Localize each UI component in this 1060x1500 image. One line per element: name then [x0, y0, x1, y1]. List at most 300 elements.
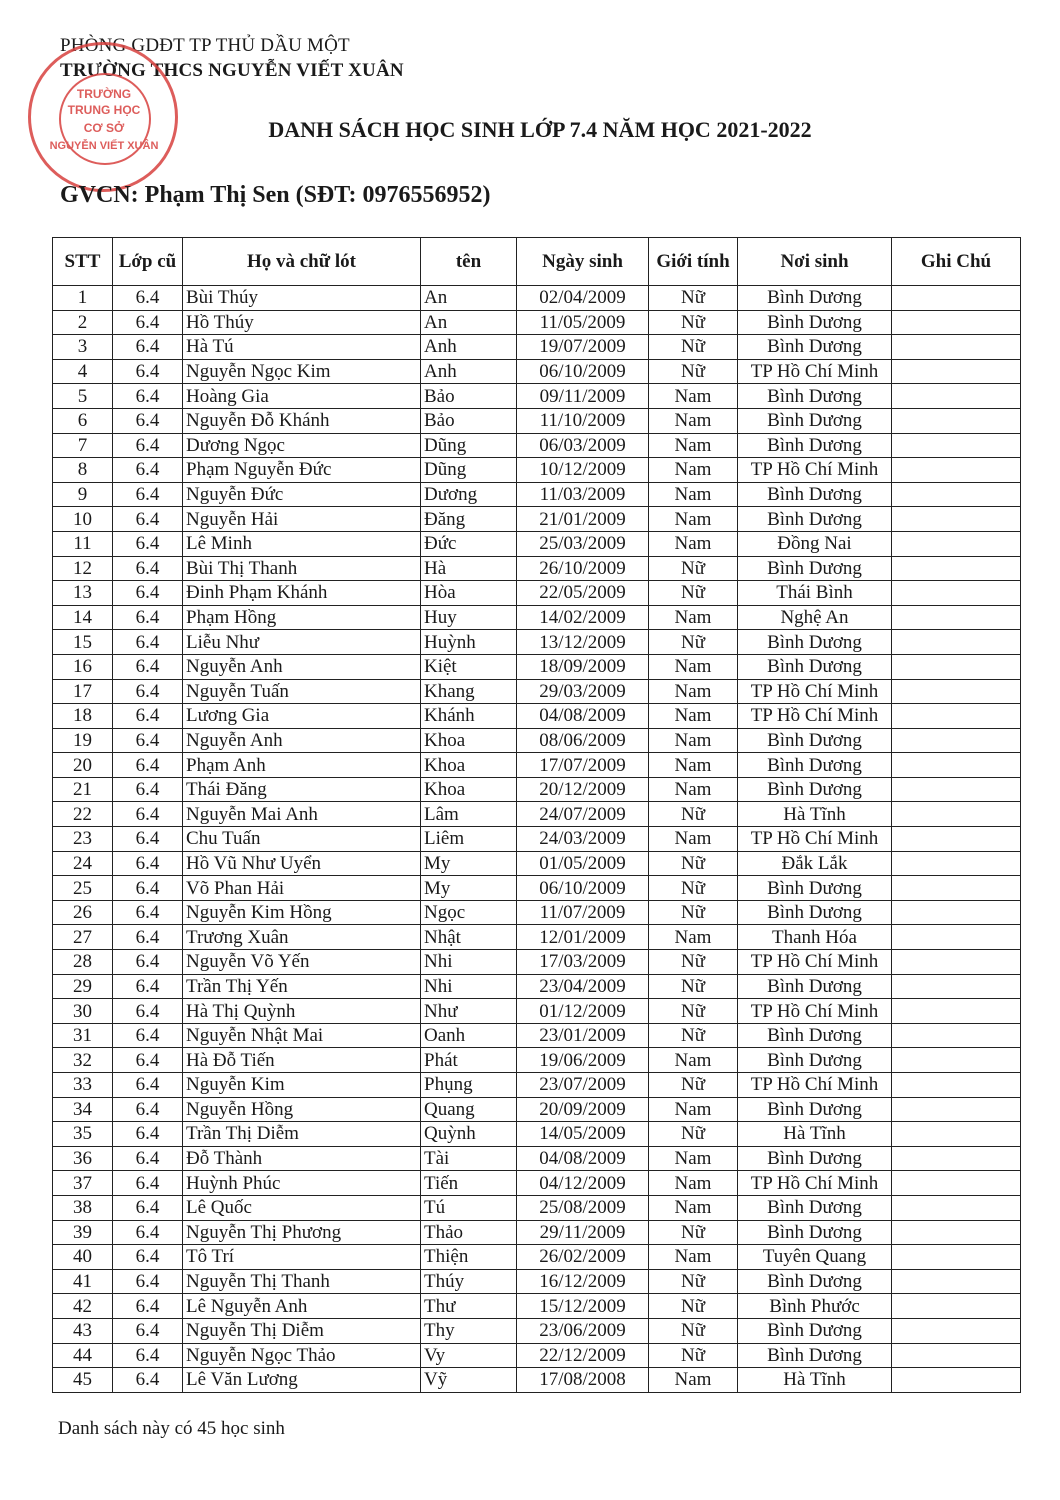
col-birthdate-cell: 14/05/2009 [517, 1122, 649, 1147]
col-given-name-cell: Ngọc [421, 900, 517, 925]
col-birthplace-cell: Tuyên Quang [738, 1245, 892, 1270]
col-stt-cell: 16 [53, 654, 113, 679]
col-old-class-cell: 6.4 [113, 1245, 183, 1270]
col-old-class-cell: 6.4 [113, 433, 183, 458]
col-surname-cell: Nguyễn Anh [183, 654, 421, 679]
col-birthplace-cell: Bình Dương [738, 433, 892, 458]
col-surname-cell: Hà Đỗ Tiến [183, 1048, 421, 1073]
col-surname-cell: Nguyễn Kim [183, 1073, 421, 1098]
table-row [53, 384, 1021, 409]
table-row [53, 1048, 1021, 1073]
col-stt-cell: 38 [53, 1195, 113, 1220]
col-stt-cell: 10 [53, 507, 113, 532]
col-old-class-cell: 6.4 [113, 1122, 183, 1147]
seal-text-2: TRUNG HỌC [67, 103, 141, 117]
col-old-class-cell: 6.4 [113, 286, 183, 311]
col-note-cell [892, 1097, 1021, 1122]
col-birthplace-cell: Bình Dương [738, 1220, 892, 1245]
col-note-cell [892, 1269, 1021, 1294]
col-given-name-cell: Khoa [421, 777, 517, 802]
col-old-class-cell: 6.4 [113, 556, 183, 581]
col-gender-cell: Nữ [649, 950, 738, 975]
col-birthplace-cell: Bình Dương [738, 286, 892, 311]
col-birthdate-header: Ngày sinh [517, 238, 649, 286]
col-old-class-cell: 6.4 [113, 581, 183, 606]
col-gender-cell: Nam [649, 777, 738, 802]
col-old-class-cell: 6.4 [113, 1294, 183, 1319]
col-birthdate-cell: 29/03/2009 [517, 679, 649, 704]
col-surname-cell: Phạm Anh [183, 753, 421, 778]
col-birthplace-cell: TP Hồ Chí Minh [738, 999, 892, 1024]
col-stt-cell: 11 [53, 531, 113, 556]
table-row [53, 1294, 1021, 1319]
col-birthdate-cell: 22/12/2009 [517, 1343, 649, 1368]
col-surname-cell: Liễu Như [183, 630, 421, 655]
col-old-class-cell: 6.4 [113, 679, 183, 704]
col-birthdate-cell: 11/03/2009 [517, 482, 649, 507]
col-stt-cell: 22 [53, 802, 113, 827]
col-given-name-cell: Anh [421, 335, 517, 360]
col-birthdate-cell: 23/01/2009 [517, 1023, 649, 1048]
table-row [53, 359, 1021, 384]
col-birthdate-cell: 11/07/2009 [517, 900, 649, 925]
col-old-class-cell: 6.4 [113, 384, 183, 409]
col-birthdate-cell: 20/12/2009 [517, 777, 649, 802]
col-note-cell [892, 335, 1021, 360]
col-old-class-cell: 6.4 [113, 605, 183, 630]
col-stt-cell: 42 [53, 1294, 113, 1319]
col-stt-cell: 27 [53, 925, 113, 950]
col-surname-cell: Nguyễn Tuấn [183, 679, 421, 704]
col-birthplace-cell: Bình Dương [738, 556, 892, 581]
col-given-name-cell: My [421, 876, 517, 901]
col-stt-cell: 30 [53, 999, 113, 1024]
col-given-name-cell: Khánh [421, 704, 517, 729]
col-birthdate-cell: 19/06/2009 [517, 1048, 649, 1073]
col-old-class-cell: 6.4 [113, 630, 183, 655]
col-gender-cell: Nam [649, 531, 738, 556]
col-note-cell [892, 1343, 1021, 1368]
col-birthplace-cell: Bình Dương [738, 974, 892, 999]
table-row [53, 1195, 1021, 1220]
col-stt-cell: 34 [53, 1097, 113, 1122]
col-surname-cell: Thái Đăng [183, 777, 421, 802]
col-birthplace-cell: TP Hồ Chí Minh [738, 1171, 892, 1196]
col-birthdate-cell: 23/07/2009 [517, 1073, 649, 1098]
table-row [53, 679, 1021, 704]
col-birthplace-cell: Bình Dương [738, 1269, 892, 1294]
col-stt-cell: 9 [53, 482, 113, 507]
table-row [53, 851, 1021, 876]
col-old-class-cell: 6.4 [113, 310, 183, 335]
col-birthdate-cell: 10/12/2009 [517, 458, 649, 483]
table-row [53, 1073, 1021, 1098]
col-birthdate-cell: 04/08/2009 [517, 1146, 649, 1171]
col-note-cell [892, 1294, 1021, 1319]
page-title: DANH SÁCH HỌC SINH LỚP 7.4 NĂM HỌC 2021-2022 [268, 117, 812, 142]
col-stt-header: STT [53, 238, 113, 286]
col-old-class-cell: 6.4 [113, 753, 183, 778]
col-birthdate-cell: 04/12/2009 [517, 1171, 649, 1196]
col-gender-cell: Nữ [649, 900, 738, 925]
table-row [53, 728, 1021, 753]
table-row [53, 335, 1021, 360]
col-old-class-cell: 6.4 [113, 1097, 183, 1122]
col-note-cell [892, 654, 1021, 679]
col-given-name-cell: Đăng [421, 507, 517, 532]
col-note-cell [892, 827, 1021, 852]
col-given-name-cell: Vy [421, 1343, 517, 1368]
col-note-cell [892, 531, 1021, 556]
col-birthplace-cell: Bình Dương [738, 1318, 892, 1343]
col-surname-cell: Lê Quốc [183, 1195, 421, 1220]
table-row [53, 1171, 1021, 1196]
col-given-name-cell: Hòa [421, 581, 517, 606]
col-gender-cell: Nữ [649, 359, 738, 384]
col-stt-cell: 25 [53, 876, 113, 901]
col-birthdate-cell: 11/05/2009 [517, 310, 649, 335]
table-header-row [53, 238, 1021, 286]
col-given-name-cell: Nhi [421, 950, 517, 975]
col-gender-cell: Nữ [649, 556, 738, 581]
col-stt-cell: 36 [53, 1146, 113, 1171]
col-stt-cell: 43 [53, 1318, 113, 1343]
col-birthplace-cell: TP Hồ Chí Minh [738, 1073, 892, 1098]
table-row [53, 1122, 1021, 1147]
col-note-cell [892, 1318, 1021, 1343]
col-birthplace-cell: Bình Dương [738, 900, 892, 925]
col-gender-cell: Nữ [649, 286, 738, 311]
col-given-name-cell: An [421, 310, 517, 335]
col-gender-cell: Nam [649, 753, 738, 778]
col-note-cell [892, 999, 1021, 1024]
col-birthplace-cell: Hà Tĩnh [738, 1122, 892, 1147]
col-stt-cell: 29 [53, 974, 113, 999]
col-birthplace-cell: Bình Dương [738, 1097, 892, 1122]
col-surname-cell: Trần Thị Diễm [183, 1122, 421, 1147]
col-given-name-cell: Hà [421, 556, 517, 581]
col-old-class-cell: 6.4 [113, 704, 183, 729]
col-birthplace-cell: Bình Dương [738, 777, 892, 802]
col-stt-cell: 14 [53, 605, 113, 630]
col-note-cell [892, 1220, 1021, 1245]
col-birthplace-cell: Bình Dương [738, 630, 892, 655]
col-birthdate-cell: 02/04/2009 [517, 286, 649, 311]
col-old-class-cell: 6.4 [113, 458, 183, 483]
col-note-header: Ghi Chú [892, 238, 1021, 286]
col-old-class-cell: 6.4 [113, 950, 183, 975]
col-surname-cell: Phạm Hồng [183, 605, 421, 630]
col-old-class-cell: 6.4 [113, 876, 183, 901]
col-birthplace-cell: Bình Phước [738, 1294, 892, 1319]
col-birthplace-cell: TP Hồ Chí Minh [738, 359, 892, 384]
col-birthplace-cell: TP Hồ Chí Minh [738, 950, 892, 975]
table-row [53, 531, 1021, 556]
col-given-name-cell: Khoa [421, 728, 517, 753]
col-birthdate-cell: 09/11/2009 [517, 384, 649, 409]
col-stt-cell: 1 [53, 286, 113, 311]
col-note-cell [892, 630, 1021, 655]
col-given-name-cell: My [421, 851, 517, 876]
col-stt-cell: 7 [53, 433, 113, 458]
table-row [53, 876, 1021, 901]
col-birthdate-cell: 12/01/2009 [517, 925, 649, 950]
col-note-cell [892, 605, 1021, 630]
col-gender-cell: Nữ [649, 581, 738, 606]
col-surname-cell: Nguyễn Võ Yến [183, 950, 421, 975]
table-row [53, 999, 1021, 1024]
col-old-class-cell: 6.4 [113, 728, 183, 753]
col-gender-cell: Nữ [649, 1073, 738, 1098]
col-stt-cell: 8 [53, 458, 113, 483]
col-note-cell [892, 1048, 1021, 1073]
col-stt-cell: 17 [53, 679, 113, 704]
col-birthplace-cell: Bình Dương [738, 1048, 892, 1073]
col-birthplace-cell: Đắk Lắk [738, 851, 892, 876]
seal-text-1: TRƯỜNG [76, 87, 132, 101]
col-gender-cell: Nam [649, 827, 738, 852]
col-old-class-cell: 6.4 [113, 531, 183, 556]
col-gender-cell: Nữ [649, 1269, 738, 1294]
table-row [53, 1245, 1021, 1270]
col-birthplace-cell: TP Hồ Chí Minh [738, 458, 892, 483]
col-gender-cell: Nam [649, 728, 738, 753]
col-birthplace-cell: TP Hồ Chí Minh [738, 704, 892, 729]
col-old-class-cell: 6.4 [113, 654, 183, 679]
col-given-name-cell: Huỳnh [421, 630, 517, 655]
col-given-name-cell: Oanh [421, 1023, 517, 1048]
col-surname-cell: Nguyễn Thị Phương [183, 1220, 421, 1245]
col-gender-cell: Nữ [649, 974, 738, 999]
col-birthdate-cell: 16/12/2009 [517, 1269, 649, 1294]
col-birthplace-cell: Thái Bình [738, 581, 892, 606]
col-given-name-cell: Tiến [421, 1171, 517, 1196]
table-row [53, 1269, 1021, 1294]
col-birthdate-cell: 26/02/2009 [517, 1245, 649, 1270]
col-birthdate-cell: 11/10/2009 [517, 408, 649, 433]
col-surname-cell: Nguyễn Đức [183, 482, 421, 507]
col-old-class-cell: 6.4 [113, 1073, 183, 1098]
table-row [53, 1023, 1021, 1048]
col-note-cell [892, 950, 1021, 975]
col-note-cell [892, 876, 1021, 901]
col-surname-cell: Đinh Phạm Khánh [183, 581, 421, 606]
col-birthdate-cell: 24/03/2009 [517, 827, 649, 852]
col-old-class-cell: 6.4 [113, 999, 183, 1024]
table-body [53, 286, 1021, 1393]
col-stt-cell: 12 [53, 556, 113, 581]
col-given-name-cell: Vỹ [421, 1368, 517, 1393]
col-note-cell [892, 458, 1021, 483]
col-birthdate-cell: 24/07/2009 [517, 802, 649, 827]
col-birthplace-cell: Bình Dương [738, 335, 892, 360]
col-birthplace-cell: Bình Dương [738, 876, 892, 901]
col-old-class-cell: 6.4 [113, 335, 183, 360]
col-birthdate-cell: 06/10/2009 [517, 359, 649, 384]
table-row [53, 556, 1021, 581]
col-gender-cell: Nam [649, 654, 738, 679]
col-gender-cell: Nam [649, 925, 738, 950]
col-gender-cell: Nam [649, 1146, 738, 1171]
col-given-name-cell: Thảo [421, 1220, 517, 1245]
col-birthdate-cell: 17/07/2009 [517, 753, 649, 778]
col-stt-cell: 40 [53, 1245, 113, 1270]
col-stt-cell: 18 [53, 704, 113, 729]
col-birthdate-cell: 26/10/2009 [517, 556, 649, 581]
col-birthdate-cell: 20/09/2009 [517, 1097, 649, 1122]
col-given-name-cell: Tài [421, 1146, 517, 1171]
col-old-class-cell: 6.4 [113, 1368, 183, 1393]
col-given-name-cell: Huy [421, 605, 517, 630]
col-surname-cell: Chu Tuấn [183, 827, 421, 852]
col-gender-cell: Nữ [649, 1122, 738, 1147]
col-note-cell [892, 802, 1021, 827]
col-given-name-cell: Thư [421, 1294, 517, 1319]
col-stt-cell: 3 [53, 335, 113, 360]
col-birthdate-cell: 21/01/2009 [517, 507, 649, 532]
col-birthplace-cell: Đồng Nai [738, 531, 892, 556]
col-gender-cell: Nam [649, 1097, 738, 1122]
col-given-name-cell: Anh [421, 359, 517, 384]
col-old-class-cell: 6.4 [113, 408, 183, 433]
col-gender-cell: Nữ [649, 1220, 738, 1245]
col-stt-cell: 37 [53, 1171, 113, 1196]
col-old-class-cell: 6.4 [113, 1023, 183, 1048]
col-given-name-cell: Phụng [421, 1073, 517, 1098]
department-name: PHÒNG GDĐT TP THỦ DẦU MỘT [60, 35, 350, 56]
col-gender-cell: Nam [649, 1048, 738, 1073]
col-old-class-cell: 6.4 [113, 900, 183, 925]
student-count-note: Danh sách này có 45 học sinh [58, 1418, 285, 1439]
col-birthdate-cell: 25/03/2009 [517, 531, 649, 556]
col-surname-cell: Nguyễn Mai Anh [183, 802, 421, 827]
col-stt-cell: 20 [53, 753, 113, 778]
col-surname-cell: Phạm Nguyễn Đức [183, 458, 421, 483]
col-stt-cell: 26 [53, 900, 113, 925]
col-gender-header: Giới tính [649, 238, 738, 286]
col-surname-cell: Nguyễn Kim Hồng [183, 900, 421, 925]
col-given-name-cell: Dũng [421, 433, 517, 458]
col-given-name-cell: Dũng [421, 458, 517, 483]
col-gender-cell: Nữ [649, 802, 738, 827]
col-stt-cell: 28 [53, 950, 113, 975]
col-given-name-header: tên [421, 238, 517, 286]
col-birthplace-cell: Bình Dương [738, 654, 892, 679]
col-note-cell [892, 728, 1021, 753]
col-surname-cell: Nguyễn Thị Diễm [183, 1318, 421, 1343]
col-old-class-cell: 6.4 [113, 1318, 183, 1343]
col-note-cell [892, 1245, 1021, 1270]
col-given-name-cell: An [421, 286, 517, 311]
col-given-name-cell: Tú [421, 1195, 517, 1220]
table-row [53, 777, 1021, 802]
col-gender-cell: Nữ [649, 1023, 738, 1048]
col-birthdate-cell: 15/12/2009 [517, 1294, 649, 1319]
col-birthdate-cell: 13/12/2009 [517, 630, 649, 655]
table-row [53, 950, 1021, 975]
col-gender-cell: Nam [649, 507, 738, 532]
homeroom-teacher: GVCN: Phạm Thị Sen (SĐT: 0976556952) [60, 182, 491, 208]
col-surname-cell: Dương Ngọc [183, 433, 421, 458]
col-gender-cell: Nam [649, 704, 738, 729]
table-row [53, 1220, 1021, 1245]
table-row [53, 1097, 1021, 1122]
col-birthdate-cell: 18/09/2009 [517, 654, 649, 679]
col-gender-cell: Nam [649, 482, 738, 507]
col-birthplace-cell: Bình Dương [738, 1195, 892, 1220]
col-gender-cell: Nam [649, 384, 738, 409]
col-given-name-cell: Quỳnh [421, 1122, 517, 1147]
col-old-class-cell: 6.4 [113, 359, 183, 384]
col-given-name-cell: Phát [421, 1048, 517, 1073]
col-gender-cell: Nam [649, 1171, 738, 1196]
col-surname-cell: Hà Thị Quỳnh [183, 999, 421, 1024]
col-birthplace-cell: Bình Dương [738, 1023, 892, 1048]
col-old-class-cell: 6.4 [113, 1269, 183, 1294]
col-stt-cell: 41 [53, 1269, 113, 1294]
seal-text-4: NGUYỄN VIẾT XUÂN [49, 140, 159, 152]
col-stt-cell: 24 [53, 851, 113, 876]
col-given-name-cell: Thúy [421, 1269, 517, 1294]
col-note-cell [892, 704, 1021, 729]
col-birthplace-cell: Hà Tĩnh [738, 802, 892, 827]
col-given-name-cell: Kiệt [421, 654, 517, 679]
col-gender-cell: Nam [649, 1245, 738, 1270]
col-birthdate-cell: 19/07/2009 [517, 335, 649, 360]
col-birthplace-cell: Bình Dương [738, 1146, 892, 1171]
col-old-class-cell: 6.4 [113, 925, 183, 950]
col-stt-cell: 44 [53, 1343, 113, 1368]
col-old-class-cell: 6.4 [113, 851, 183, 876]
col-given-name-cell: Quang [421, 1097, 517, 1122]
table-row [53, 753, 1021, 778]
col-stt-cell: 13 [53, 581, 113, 606]
col-note-cell [892, 851, 1021, 876]
col-birthplace-header: Nơi sinh [738, 238, 892, 286]
col-stt-cell: 39 [53, 1220, 113, 1245]
col-birthplace-cell: Bình Dương [738, 310, 892, 335]
col-note-cell [892, 1171, 1021, 1196]
col-given-name-cell: Đức [421, 531, 517, 556]
col-note-cell [892, 1023, 1021, 1048]
col-note-cell [892, 974, 1021, 999]
col-surname-cell: Lê Nguyễn Anh [183, 1294, 421, 1319]
col-old-class-cell: 6.4 [113, 1220, 183, 1245]
col-old-class-cell: 6.4 [113, 1343, 183, 1368]
col-birthplace-cell: Bình Dương [738, 482, 892, 507]
col-note-cell [892, 384, 1021, 409]
col-stt-cell: 31 [53, 1023, 113, 1048]
col-note-cell [892, 408, 1021, 433]
col-surname-cell: Nguyễn Anh [183, 728, 421, 753]
col-stt-cell: 45 [53, 1368, 113, 1393]
col-birthdate-cell: 29/11/2009 [517, 1220, 649, 1245]
col-given-name-cell: Như [421, 999, 517, 1024]
col-gender-cell: Nữ [649, 1294, 738, 1319]
col-birthdate-cell: 17/03/2009 [517, 950, 649, 975]
col-surname-cell: Đỗ Thành [183, 1146, 421, 1171]
col-surname-cell: Lê Văn Lương [183, 1368, 421, 1393]
col-stt-cell: 5 [53, 384, 113, 409]
table-row [53, 408, 1021, 433]
col-surname-cell: Hồ Thúy [183, 310, 421, 335]
col-surname-cell: Võ Phan Hải [183, 876, 421, 901]
col-given-name-cell: Nhi [421, 974, 517, 999]
col-surname-cell: Bùi Thúy [183, 286, 421, 311]
col-old-class-cell: 6.4 [113, 482, 183, 507]
col-note-cell [892, 581, 1021, 606]
col-note-cell [892, 1122, 1021, 1147]
